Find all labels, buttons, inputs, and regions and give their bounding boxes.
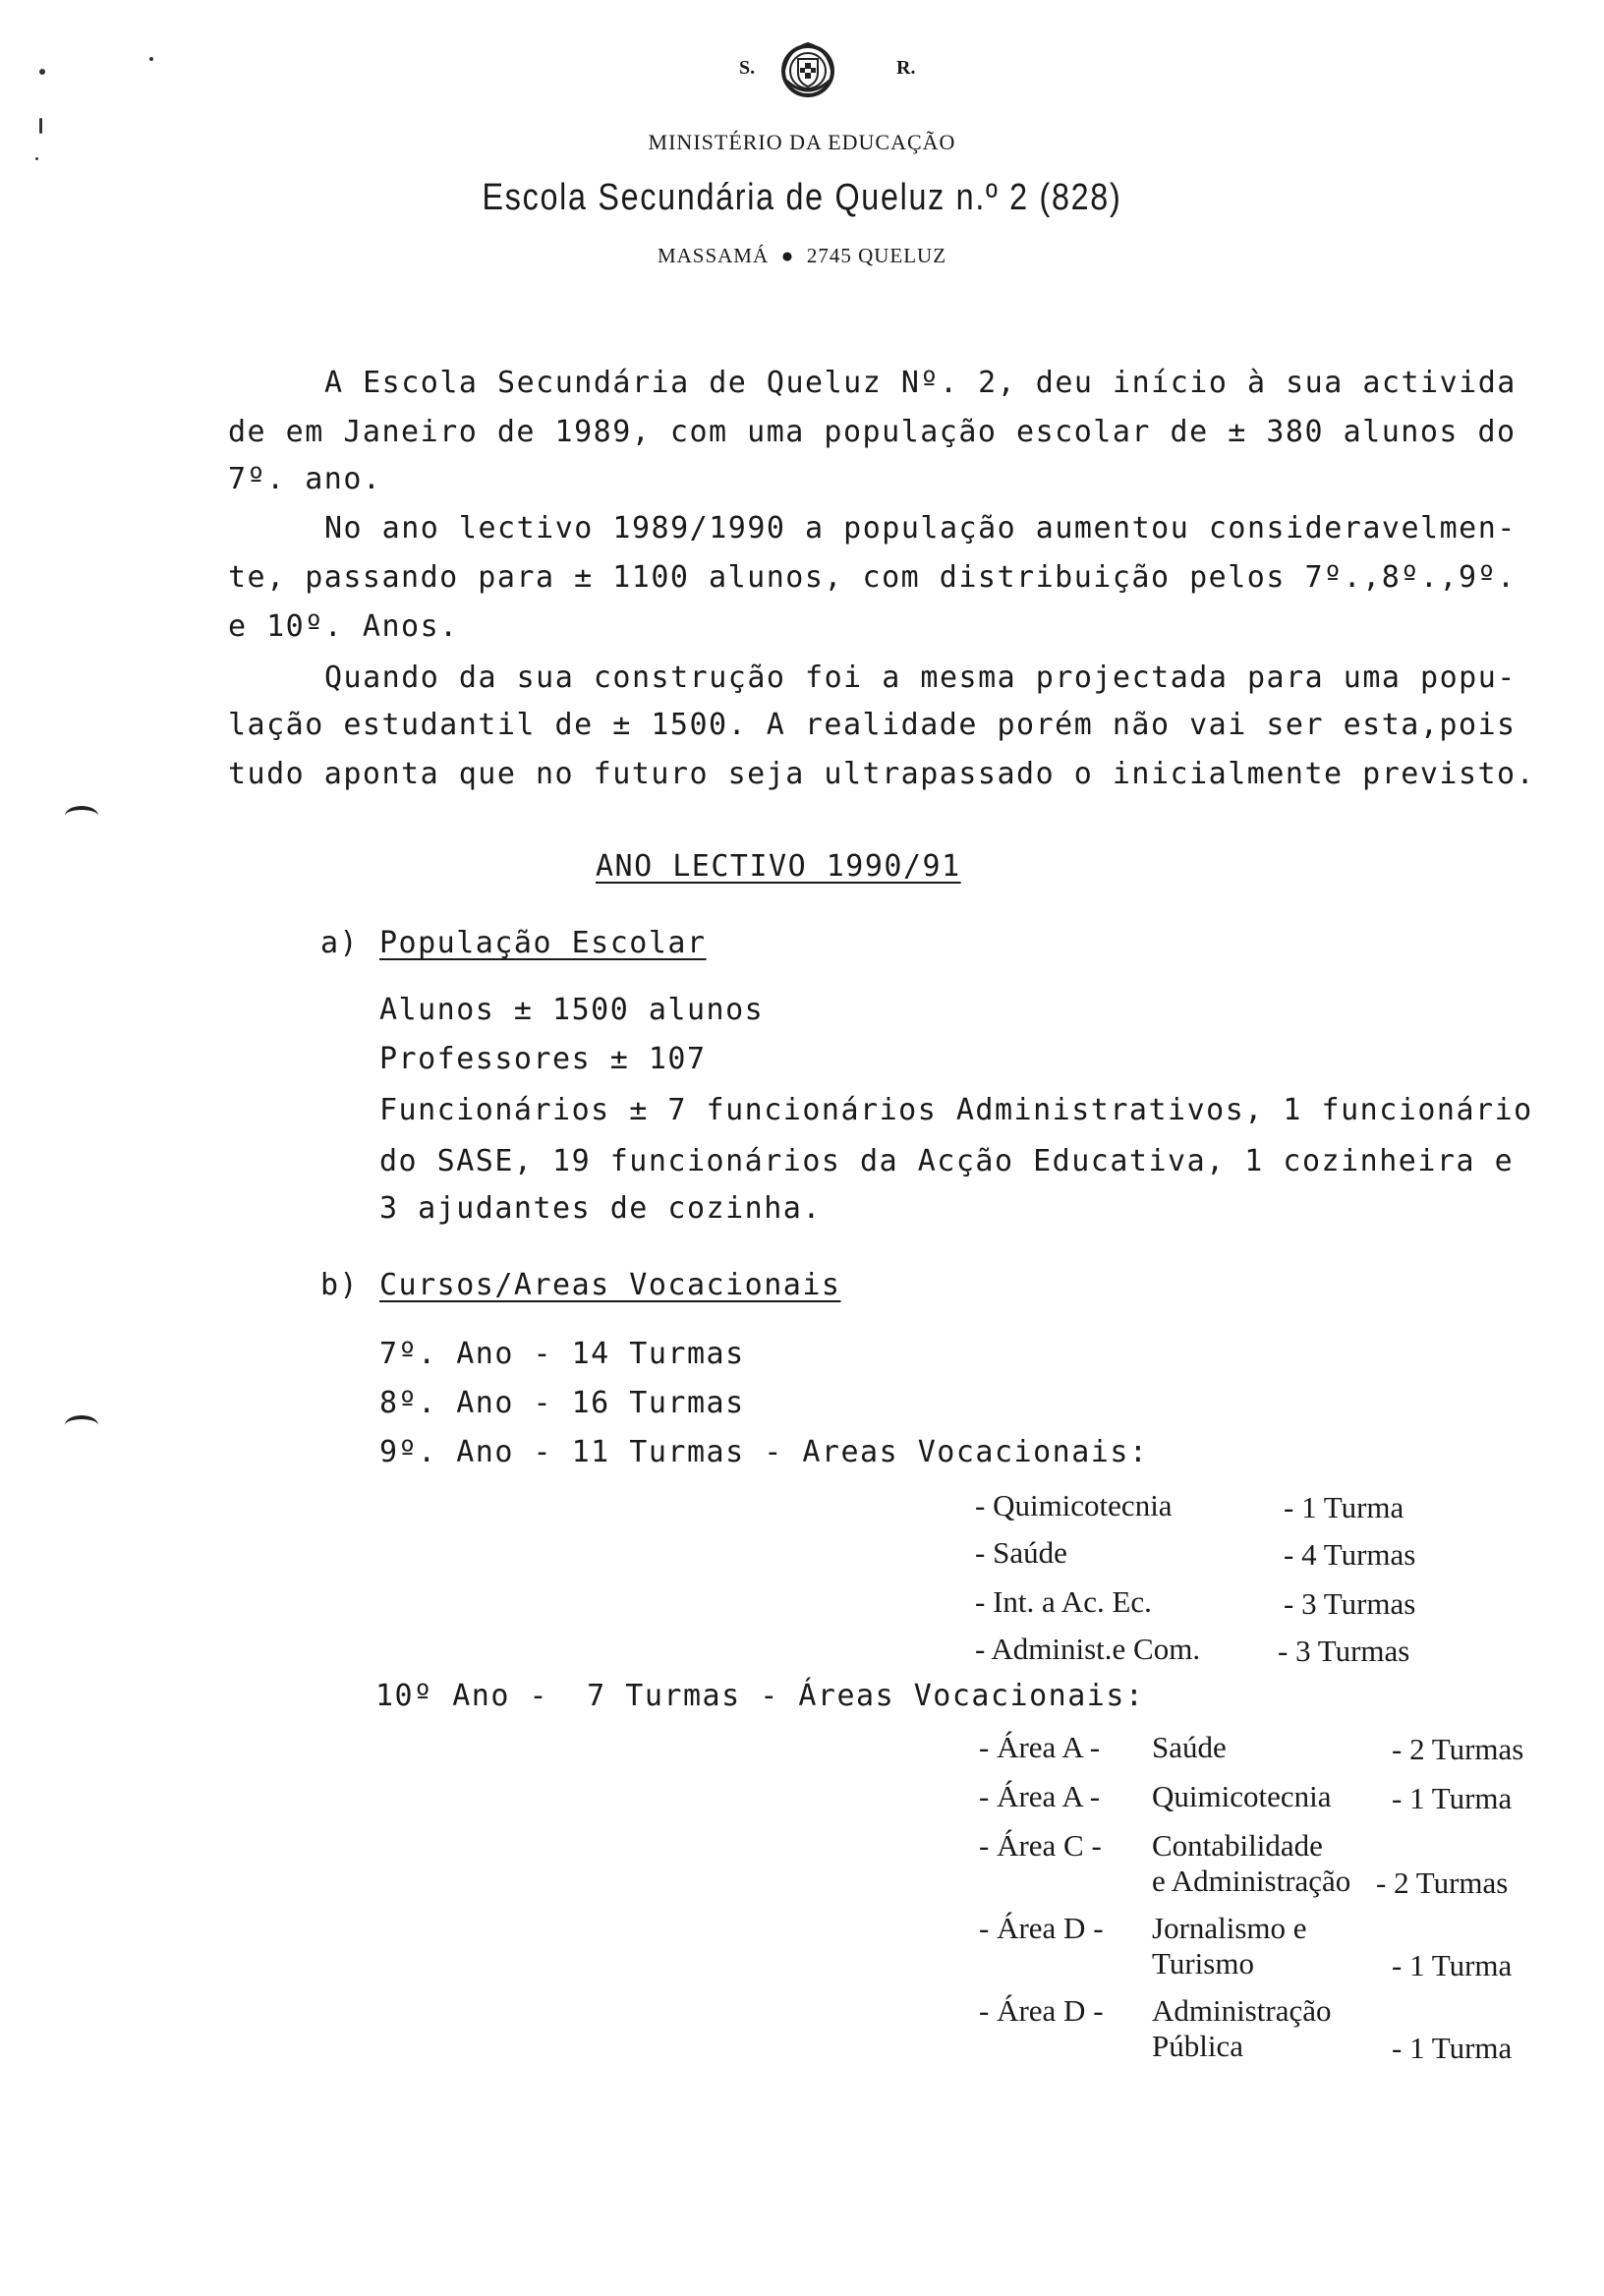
ano10-item-count: - 1 Turma [1392,2031,1513,2065]
ano10-item-count: - 2 Turmas [1392,1732,1524,1766]
ano10-item-area: - Área C - [979,1828,1102,1863]
section-title: ANO LECTIVO 1990/91 [596,849,961,884]
ano10-item-name: Saúde [1152,1730,1227,1764]
ano10-item-name: Quimicotecnia [1152,1779,1332,1813]
section-a-title: População Escolar [379,926,707,960]
ano10-item-area: - Área D - [979,1911,1104,1945]
funcionarios-line-1: Funcionários ± 7 funcionários Administrativos, 1 funcionário [379,1093,1533,1127]
ano10-item-name: Jornalismo e [1152,1911,1307,1945]
ano9-item-name: - Administ.e Com. [975,1632,1201,1666]
intro-paragraph-1-line-2: de em Janeiro de 1989, com uma população escolar de ± 380 alunos do [228,415,1517,449]
ano10-item-name: Contabilidade [1152,1828,1323,1863]
ano10-item-name-continued: Turismo [1152,1946,1254,1980]
ano10-item-area: - Área A - [979,1779,1101,1813]
coat-of-arms-emblem [778,37,837,102]
ano10-item-name-continued: Pública [1152,2029,1243,2063]
ano9-item-name: - Quimicotecnia [975,1488,1173,1522]
ano10-item-name: Administração [1152,1993,1332,2028]
header-initial-r: R. [896,57,916,79]
intro-paragraph-3-line-1: Quando da sua construção foi a mesma projectada para uma popu- [324,660,1517,695]
ano9-item-name: - Int. a Ac. Ec. [975,1584,1152,1619]
ano9-item-count: - 4 Turmas [1284,1537,1416,1572]
intro-paragraph-2-line-2: te, passando para ± 1100 alunos, com distribuição pelos 7º.,8º.,9º. [228,560,1517,595]
header-initial-s: S. [739,57,756,79]
ano-10-line: 10º Ano - 7 Turmas - Áreas Vocacionais: [375,1679,1145,1713]
ano10-item-name-continued: e Administração [1152,1864,1351,1898]
section-b-marker: b) [320,1268,360,1302]
ano9-item-count: - 3 Turmas [1284,1586,1416,1621]
ano10-item-area: - Área A - [979,1730,1101,1764]
school-name: Escola Secundária de Queluz n.º 2 (828) [482,177,1122,218]
section-b-title: Cursos/Areas Vocacionais [379,1268,841,1302]
ano10-item-count: - 2 Turmas [1376,1866,1509,1900]
intro-paragraph-3-line-2: lação estudantil de ± 1500. A realidade porém não vai ser esta,pois [228,708,1517,742]
scan-speck [39,69,45,75]
ano10-item-count: - 1 Turma [1392,1781,1513,1815]
ano-8-line: 8º. Ano - 16 Turmas [379,1386,745,1420]
intro-paragraph-2-line-1: No ano lectivo 1989/1990 a população aumentou consideravelmen- [324,511,1517,545]
punch-hole-mark [65,1415,98,1435]
ano9-item-count: - 1 Turma [1284,1490,1404,1524]
scan-speck [35,157,38,160]
ano10-item-count: - 1 Turma [1392,1948,1513,1982]
ano-7-line: 7º. Ano - 14 Turmas [379,1337,745,1371]
ano-9-line: 9º. Ano - 11 Turmas - Areas Vocacionais: [379,1435,1149,1469]
alunos-line: Alunos ± 1500 alunos [379,993,765,1027]
section-a-marker: a) [320,926,360,960]
intro-paragraph-1-line-3: 7º. ano. [228,462,382,496]
intro-paragraph-1-line-1: A Escola Secundária de Queluz Nº. 2, deu início à sua activida [324,366,1517,400]
punch-hole-mark [65,806,98,826]
ano9-item-name: - Saúde [975,1535,1067,1570]
funcionarios-line-3: 3 ajudantes de cozinha. [379,1191,822,1226]
funcionarios-line-2: do SASE, 19 funcionários da Acção Educativa, 1 cozinheira e [379,1144,1515,1178]
ano10-item-area: - Área D - [979,1993,1104,2028]
intro-paragraph-3-line-3: tudo aponta que no futuro seja ultrapassado o inicialmente previsto. [228,757,1536,791]
school-address: MASSAMÁ ● 2745 QUELUZ [657,244,947,267]
scan-speck [149,57,153,61]
ano9-item-count: - 3 Turmas [1278,1634,1410,1668]
ministry-name: MINISTÉRIO DA EDUCAÇÃO [648,130,956,154]
professores-line: Professores ± 107 [379,1042,707,1076]
intro-paragraph-2-line-3: e 10º. Anos. [228,609,459,644]
